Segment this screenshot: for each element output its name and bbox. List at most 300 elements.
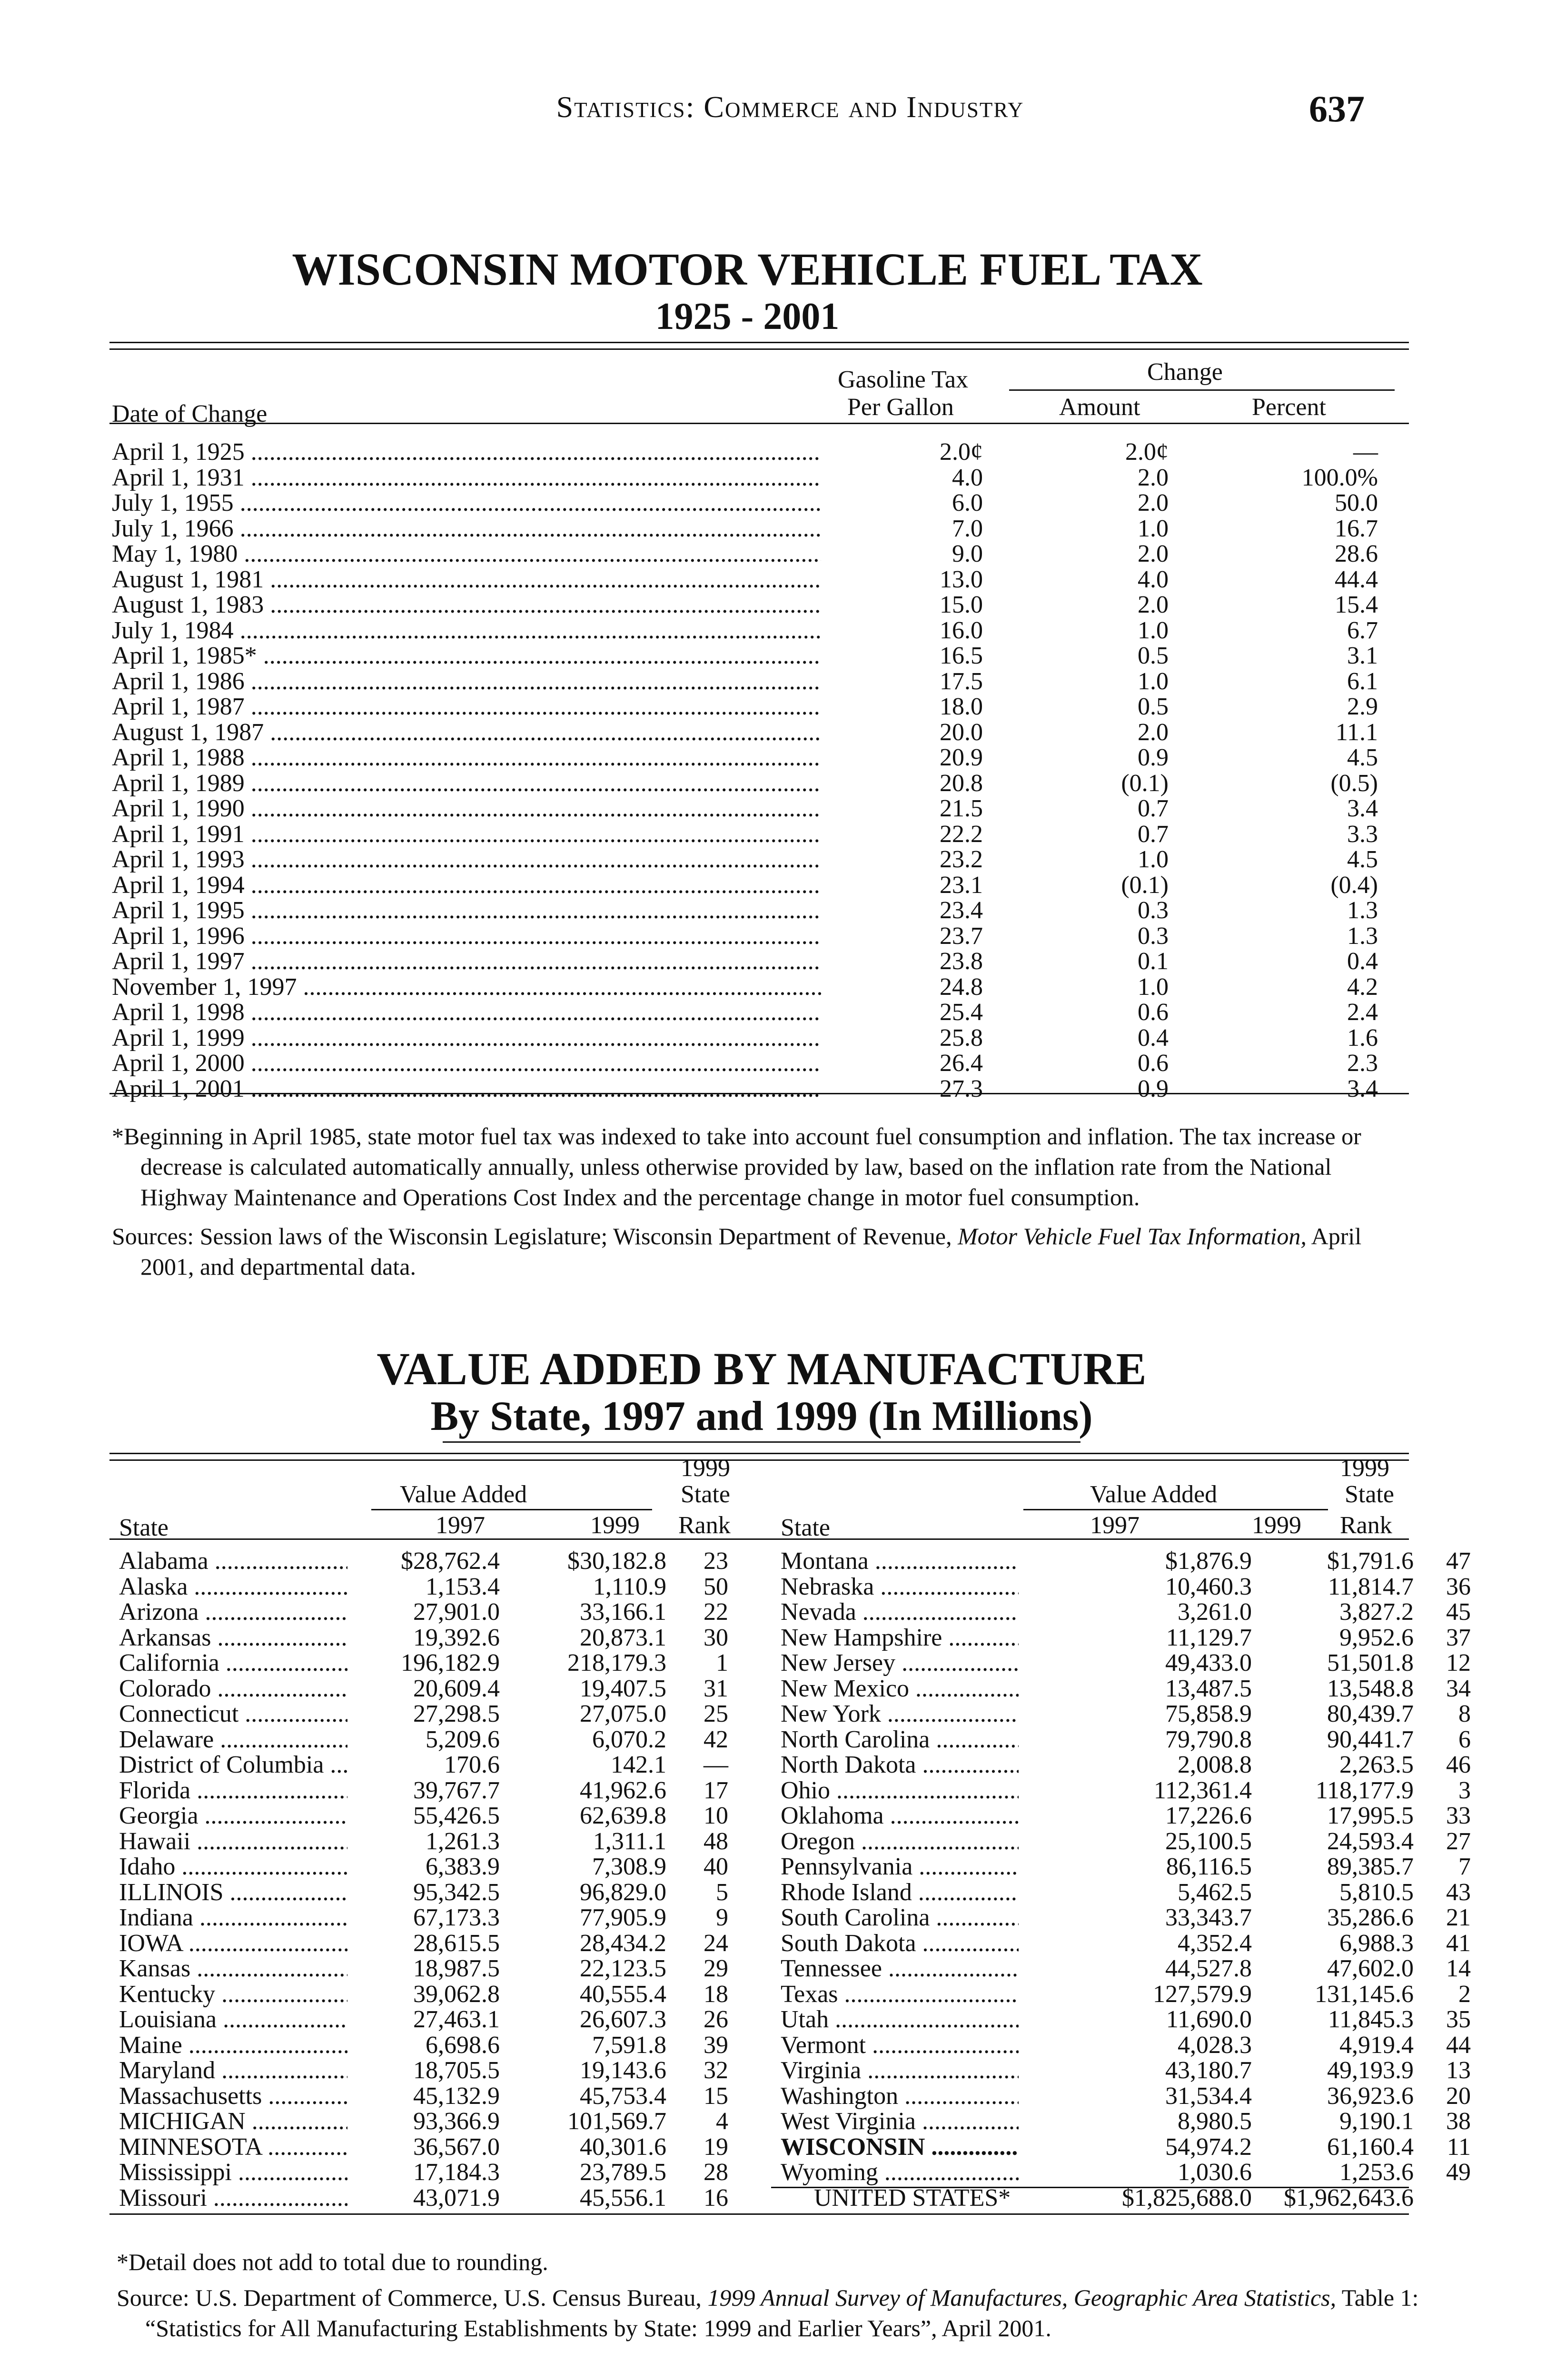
fuel-row-amount: 1.0 [1138, 973, 1169, 1001]
fuel-tax-row [112, 591, 1407, 616]
fuel-row-tax: 23.4 [940, 897, 983, 924]
va-state-name: Oklahoma ..... [781, 1802, 1019, 1830]
va-state-name: Ohio ..... [781, 1776, 1019, 1805]
va-rank: 42 [704, 1726, 728, 1753]
va-right-row [781, 1904, 1471, 1931]
va-source-suffix: Table 1: “Statistics for All Manufacturing Establishments by State: 1999 and Earlier Years”, April 2001. [145, 2284, 1419, 2341]
va-rank: 6 [1458, 1726, 1471, 1753]
fuel-row-tax: 16.0 [940, 617, 983, 644]
fuel-row-percent: 3.4 [1347, 795, 1378, 822]
va-rank: 9 [716, 1904, 728, 1931]
va-value-1999: 6,988.3 [1339, 1930, 1414, 1957]
va-state-name: South Dakota ..... [781, 1929, 1019, 1957]
va-rank: 12 [1446, 1649, 1471, 1676]
fuel-row-percent: (0.5) [1330, 770, 1378, 797]
va-left-col-state: State [119, 1514, 168, 1541]
fuel-tax-row [112, 718, 1407, 744]
va-value-1999: 35,286.6 [1327, 1904, 1414, 1931]
fuel-row-tax: 20.0 [940, 719, 983, 746]
va-value-1997: 20,609.4 [413, 1675, 500, 1702]
fuel-row-amount: 1.0 [1138, 846, 1169, 873]
value-added-title: VALUE ADDED BY MANUFACTURE [377, 1343, 1147, 1394]
va-rank: 49 [1446, 2159, 1471, 2186]
va-rank: 3 [1458, 1777, 1471, 1804]
va-rank: 19 [704, 2133, 728, 2161]
fuel-tax-row [112, 565, 1407, 591]
fuel-tax-row [112, 540, 1407, 565]
va-state-name: Kansas ..... [119, 1954, 347, 1983]
va-right-rank-line3: Rank [1340, 1512, 1392, 1539]
fuel-tax-row [112, 693, 1407, 718]
va-left-row [119, 2082, 785, 2108]
fuel-tax-row [112, 871, 1407, 897]
va-right-row [781, 1827, 1471, 1855]
va-table-bottom-rule [109, 2213, 1409, 2215]
fuel-row-date: April 1, 1987 ..... [112, 693, 821, 721]
va-right-row [781, 1649, 1471, 1676]
fuel-row-amount: 0.3 [1138, 922, 1169, 950]
va-state-name: North Carolina ..... [781, 1726, 1019, 1754]
va-value-1999: 45,556.1 [580, 2184, 666, 2211]
va-state-name: Arkansas ..... [119, 1624, 347, 1652]
va-rank: 18 [704, 1981, 728, 2008]
va-rank: 28 [704, 2159, 728, 2186]
va-value-1997: 2,008.8 [1178, 1751, 1252, 1778]
fuel-row-percent: 28.6 [1335, 540, 1378, 567]
va-value-1997: 27,901.0 [413, 1598, 500, 1626]
va-state-name: North Dakota ..... [781, 1751, 1019, 1779]
fuel-row-percent: 11.1 [1335, 719, 1378, 746]
va-rank: 22 [704, 1598, 728, 1626]
fuel-row-date: July 1, 1966 ..... [112, 515, 821, 543]
va-value-1999: 4,919.4 [1339, 2032, 1414, 2059]
fuel-row-date: April 1, 1988 ..... [112, 744, 821, 772]
va-state-name: IOWA ..... [119, 1929, 347, 1957]
va-right-row [781, 2133, 1471, 2161]
va-state-name: New York ..... [781, 1700, 1019, 1728]
fuel-row-tax: 25.4 [940, 999, 983, 1026]
va-right-col-1997: 1997 [1090, 1512, 1140, 1539]
va-right-row [781, 2107, 1471, 2135]
va-rank: 40 [704, 1853, 728, 1880]
va-left-row [119, 2184, 785, 2210]
fuel-col-change: Change [1147, 358, 1223, 386]
va-state-name: Oregon ..... [781, 1827, 1019, 1855]
fuel-row-date: April 1, 1998 ..... [112, 998, 821, 1026]
fuel-row-amount: 0.4 [1138, 1024, 1169, 1051]
fuel-row-tax: 20.9 [940, 744, 983, 771]
fuel-footnote-text: *Beginning in April 1985, state motor fuel tax was indexed to take into account fuel consumption and inflation. The tax increase or decrease is calculated automatically annually, unless otherwise provided by law, based on the inflation rate from the National Highway Maintenance and Operations Cost Index and the percentage change in motor fuel consumption. [112, 1123, 1361, 1210]
va-left-row [119, 1827, 785, 1853]
fuel-tax-row [112, 438, 1407, 464]
va-value-1997: 17,184.3 [413, 2159, 500, 2186]
va-state-name: Washington ..... [781, 2082, 1019, 2110]
va-value-1997: 1,153.4 [426, 1573, 500, 1600]
va-value-1999: 47,602.0 [1327, 1955, 1414, 1982]
va-value-1997: 17,226.6 [1165, 1802, 1252, 1829]
fuel-row-tax: 26.4 [940, 1050, 983, 1077]
va-value-1997: 54,974.2 [1165, 2133, 1252, 2161]
va-right-col-state: State [781, 1514, 830, 1541]
fuel-row-percent: 3.3 [1347, 821, 1378, 848]
va-rank: 48 [704, 1828, 728, 1855]
fuel-col-tax-line1: Gasoline Tax [838, 366, 969, 393]
va-rank: 5 [716, 1879, 728, 1906]
va-left-rank-line1: 1999 [681, 1455, 730, 1482]
va-rank: 44 [1446, 2032, 1471, 2059]
va-rank: 15 [704, 2082, 728, 2110]
va-left-row [119, 1751, 785, 1776]
fuel-row-date: August 1, 1987 ..... [112, 718, 821, 746]
fuel-row-amount: 2.0 [1138, 719, 1169, 746]
fuel-row-percent: (0.4) [1330, 872, 1378, 899]
va-value-1997: 33,343.7 [1165, 1904, 1252, 1931]
va-rank: 24 [704, 1930, 728, 1957]
va-source [117, 2282, 1421, 2343]
va-value-1999: 41,962.6 [580, 1777, 666, 1804]
value-added-subtitle: By State, 1997 and 1999 (In Millions) [430, 1393, 1093, 1439]
va-state-name: Hawaii ..... [119, 1827, 347, 1855]
va-value-1999: 3,827.2 [1339, 1598, 1414, 1626]
fuel-row-percent: 4.5 [1347, 846, 1378, 873]
va-left-value-added: Value Added [400, 1481, 527, 1508]
fuel-tax-row [112, 1075, 1407, 1101]
va-value-1997: 6,698.6 [426, 2032, 500, 2059]
va-rank: 35 [1446, 2006, 1471, 2033]
va-rank: 50 [704, 1573, 728, 1600]
fuel-row-date: April 1, 1995 ..... [112, 896, 821, 924]
va-state-name: Idaho ..... [119, 1853, 347, 1881]
va-left-row [119, 1700, 785, 1726]
fuel-row-amount: 1.0 [1138, 617, 1169, 644]
va-value-1999: $1,962,643.6 [1284, 2184, 1414, 2211]
va-value-1999: 2,263.5 [1339, 1751, 1414, 1778]
va-value-1997: 1,030.6 [1178, 2159, 1252, 2186]
fuel-row-date: April 1, 1999 ..... [112, 1024, 821, 1052]
fuel-row-amount: 1.0 [1138, 515, 1169, 542]
fuel-row-date: April 1, 2000 ..... [112, 1049, 821, 1077]
va-right-row [781, 1573, 1471, 1600]
va-value-1999: 17,995.5 [1327, 1802, 1414, 1829]
va-value-1997: $1,876.9 [1165, 1547, 1252, 1575]
fuel-row-amount: 4.0 [1138, 566, 1169, 593]
va-rank: 37 [1446, 1624, 1471, 1651]
va-rank: 30 [704, 1624, 728, 1651]
fuel-sources-prefix: Sources: Session laws of the Wisconsin Legislature; Wisconsin Department of Revenue, [112, 1223, 958, 1250]
va-right-total-rule [771, 2187, 1409, 2188]
va-value-1999: 118,177.9 [1315, 1777, 1414, 1804]
va-value-1999: 61,160.4 [1327, 2133, 1414, 2161]
va-left-row [119, 1878, 785, 1904]
va-value-1999: 77,905.9 [580, 1904, 666, 1931]
va-value-1999: $30,182.8 [567, 1547, 666, 1575]
va-value-1999: 28,434.2 [580, 1930, 666, 1957]
va-value-1999: 23,789.5 [580, 2159, 666, 2186]
va-value-1999: 62,639.8 [580, 1802, 666, 1829]
va-rank: 13 [1446, 2057, 1471, 2084]
va-right-row [781, 1802, 1471, 1829]
va-rank: 45 [1446, 1598, 1471, 1626]
va-state-name: Tennessee ..... [781, 1954, 1019, 1983]
fuel-row-percent: 100.0% [1301, 464, 1378, 491]
va-value-1997: 18,705.5 [413, 2057, 500, 2084]
va-right-rank-line2: State [1345, 1481, 1394, 1508]
fuel-row-date: April 1, 1990 ..... [112, 794, 821, 823]
va-value-1997: 3,261.0 [1178, 1598, 1252, 1626]
va-value-1997: 170.6 [444, 1751, 500, 1778]
va-value-1997: 93,366.9 [413, 2108, 500, 2135]
page-number: 637 [1309, 88, 1365, 129]
fuel-row-date: April 1, 1925 ..... [112, 438, 821, 466]
va-state-name: West Virginia ..... [781, 2107, 1019, 2135]
fuel-row-date: April 1, 1931 ..... [112, 464, 821, 492]
va-right-row [781, 1547, 1471, 1575]
va-right-row [781, 2082, 1471, 2110]
va-left-row [119, 1649, 785, 1675]
fuel-table-top-rule [109, 342, 1409, 343]
va-right-row [781, 1878, 1471, 1906]
fuel-row-date: April 1, 1985* ..... [112, 642, 821, 670]
va-left-row [119, 1776, 785, 1802]
fuel-row-date: April 1, 2001 ..... [112, 1075, 821, 1103]
va-right-row [781, 2005, 1471, 2033]
va-right-rank-line1: 1999 [1340, 1455, 1389, 1482]
fuel-tax-row [112, 642, 1407, 667]
va-state-name: Montana ..... [781, 1547, 1019, 1575]
va-value-1999: 7,308.9 [592, 1853, 666, 1880]
va-right-row [781, 1675, 1471, 1702]
va-value-1999: 11,814.7 [1328, 1573, 1414, 1600]
fuel-sources-suffix: April 2001, and departmental data. [140, 1223, 1362, 1280]
va-value-1997: 45,132.9 [413, 2082, 500, 2110]
va-left-row [119, 2031, 785, 2057]
va-value-1999: 131,145.6 [1315, 1981, 1414, 2008]
va-left-row [119, 1547, 785, 1573]
va-rank: 36 [1446, 1573, 1471, 1600]
va-value-1997: 39,062.8 [413, 1981, 500, 2008]
va-state-name: MICHIGAN ..... [119, 2107, 347, 2135]
va-value-1999: 7,591.8 [592, 2032, 666, 2059]
va-state-name: Nebraska ..... [781, 1573, 1019, 1601]
fuel-row-date: April 1, 1986 ..... [112, 667, 821, 695]
va-rank: 39 [704, 2032, 728, 2059]
va-rank: 38 [1446, 2108, 1471, 2135]
va-left-rank-line3: Rank [678, 1512, 731, 1539]
fuel-row-amount: 0.9 [1138, 744, 1169, 771]
va-value-1997: 27,463.1 [413, 2006, 500, 2033]
fuel-tax-row [112, 515, 1407, 540]
va-value-1999: 19,143.6 [580, 2057, 666, 2084]
va-rank: 20 [1446, 2082, 1471, 2110]
va-value-1997: 11,129.7 [1166, 1624, 1252, 1651]
va-right-row [781, 1726, 1471, 1753]
va-right-row [781, 2056, 1471, 2084]
va-value-1999: 9,952.6 [1339, 1624, 1414, 1651]
fuel-tax-row [112, 1024, 1407, 1050]
fuel-row-date: April 1, 1996 ..... [112, 922, 821, 950]
running-title: Statistics: Commerce and Industry [556, 90, 1024, 124]
va-state-name: MINNESOTA ..... [119, 2133, 347, 2161]
fuel-row-percent: 44.4 [1335, 566, 1378, 593]
va-rank: 1 [716, 1649, 728, 1676]
fuel-tax-row [112, 947, 1407, 973]
va-right-row [781, 1624, 1471, 1651]
va-rank: 27 [1446, 1828, 1471, 1855]
fuel-tax-row [112, 820, 1407, 846]
fuel-row-amount: 0.5 [1138, 693, 1169, 720]
fuel-row-tax: 18.0 [940, 693, 983, 720]
va-value-1999: 89,385.7 [1327, 1853, 1414, 1880]
fuel-row-amount: 2.0 [1138, 540, 1169, 567]
fuel-row-tax: 17.5 [940, 668, 983, 695]
fuel-row-date: July 1, 1955 ..... [112, 489, 821, 517]
fuel-row-amount: 0.6 [1138, 999, 1169, 1026]
va-right-row [781, 1929, 1471, 1957]
va-right-row [781, 2158, 1471, 2186]
va-value-1997: 43,071.9 [413, 2184, 500, 2211]
va-rank: 2 [1458, 1981, 1471, 2008]
fuel-tax-row [112, 794, 1407, 820]
va-value-1999: 1,253.6 [1339, 2159, 1414, 2186]
fuel-row-percent: 4.5 [1347, 744, 1378, 771]
va-right-row [781, 1776, 1471, 1804]
va-value-1999: 49,193.9 [1327, 2057, 1414, 2084]
va-value-1997: 55,426.5 [413, 1802, 500, 1829]
va-value-1999: 11,845.3 [1328, 2006, 1414, 2033]
fuel-tax-row [112, 998, 1407, 1024]
fuel-row-amount: (0.1) [1121, 872, 1169, 899]
va-table-top-rule [109, 1453, 1409, 1454]
fuel-row-percent: 1.3 [1347, 897, 1378, 924]
va-value-1999: 27,075.0 [580, 1700, 666, 1727]
fuel-row-tax: 6.0 [952, 489, 983, 516]
va-rank: 46 [1446, 1751, 1471, 1778]
va-left-row [119, 1598, 785, 1624]
va-left-row [119, 1853, 785, 1878]
va-rank: 47 [1446, 1547, 1471, 1575]
va-rank: 41 [1446, 1930, 1471, 1957]
fuel-row-tax: 16.5 [940, 642, 983, 669]
va-right-row [781, 1598, 1471, 1626]
va-state-name: New Hampshire ..... [781, 1624, 1019, 1652]
fuel-row-date: April 1, 1991 ..... [112, 820, 821, 848]
va-rank: 8 [1458, 1700, 1471, 1727]
va-state-name: Massachusetts ..... [119, 2082, 347, 2110]
va-left-row [119, 2056, 785, 2082]
va-state-name: California ..... [119, 1649, 347, 1677]
fuel-col-percent: Percent [1252, 394, 1326, 421]
va-state-name: Indiana ..... [119, 1904, 347, 1932]
va-state-name: Texas ..... [781, 1980, 1019, 2008]
fuel-row-tax: 20.8 [940, 770, 983, 797]
va-rank: 4 [716, 2108, 728, 2135]
fuel-tax-sources [112, 1221, 1416, 1282]
fuel-row-percent: 1.6 [1347, 1024, 1378, 1051]
fuel-row-date: July 1, 1984 ..... [112, 616, 821, 645]
va-value-1999: 19,407.5 [580, 1675, 666, 1702]
va-value-1997: 1,261.3 [426, 1828, 500, 1855]
fuel-row-amount: (0.1) [1121, 770, 1169, 797]
va-right-value-rule [1023, 1509, 1328, 1510]
va-left-rank-line2: State [681, 1481, 730, 1508]
fuel-row-amount: 0.5 [1138, 642, 1169, 669]
va-left-row [119, 2005, 785, 2031]
va-state-name: Colorado ..... [119, 1675, 347, 1703]
fuel-row-date: August 1, 1981 ..... [112, 565, 821, 594]
fuel-row-percent: 15.4 [1335, 591, 1378, 618]
va-value-1997: 8,980.5 [1178, 2108, 1252, 2135]
fuel-row-percent: 2.9 [1347, 693, 1378, 720]
va-rank: 34 [1446, 1675, 1471, 1702]
va-state-name: Rhode Island ..... [781, 1878, 1019, 1906]
va-rank: 21 [1446, 1904, 1471, 1931]
va-value-1997: 18,987.5 [413, 1955, 500, 1982]
va-rank: 29 [704, 1955, 728, 1982]
va-state-name: District of Columbia ..... [119, 1751, 347, 1779]
va-value-1999: 1,110.9 [593, 1573, 666, 1600]
va-value-1997: 75,858.9 [1165, 1700, 1252, 1727]
va-value-1997: 67,173.3 [413, 1904, 500, 1931]
fuel-tax-row [112, 973, 1407, 999]
va-state-name: Delaware ..... [119, 1726, 347, 1754]
fuel-tax-row [112, 769, 1407, 795]
fuel-row-tax: 27.3 [940, 1075, 983, 1102]
fuel-tax-row [112, 845, 1407, 871]
fuel-row-percent: 0.4 [1347, 948, 1378, 975]
va-state-name: ILLINOIS ..... [119, 1878, 347, 1906]
va-state-name: New Jersey ..... [781, 1649, 1019, 1677]
va-state-name: Nevada ..... [781, 1598, 1019, 1626]
va-value-1997: 79,790.8 [1165, 1726, 1252, 1753]
fuel-row-amount: 0.7 [1138, 821, 1169, 848]
va-rank: 11 [1447, 2133, 1471, 2161]
va-value-1997: 112,361.4 [1153, 1777, 1252, 1804]
va-value-1999: 142.1 [611, 1751, 666, 1778]
va-value-1997: 49,433.0 [1165, 1649, 1252, 1676]
fuel-row-tax: 2.0¢ [940, 438, 983, 466]
fuel-tax-footnote [112, 1121, 1416, 1212]
va-value-1999: 33,166.1 [580, 1598, 666, 1626]
va-state-name: Maine ..... [119, 2031, 347, 2059]
fuel-row-tax: 25.8 [940, 1024, 983, 1051]
fuel-header-rule [109, 423, 1409, 424]
va-state-name: Missouri ..... [119, 2184, 347, 2212]
va-value-1997: 10,460.3 [1165, 1573, 1252, 1600]
fuel-row-amount: 0.9 [1138, 1075, 1169, 1102]
va-value-1997: 31,534.4 [1165, 2082, 1252, 2110]
va-value-1999: 45,753.4 [580, 2082, 666, 2110]
fuel-tax-row [112, 489, 1407, 515]
va-footnote-text: *Detail does not add to total due to rounding. [117, 2249, 548, 2275]
va-value-1997: 44,527.8 [1165, 1955, 1252, 1982]
fuel-row-date: April 1, 1989 ..... [112, 769, 821, 797]
va-value-1999: 9,190.1 [1339, 2108, 1414, 2135]
va-value-1997: 86,116.5 [1166, 1853, 1252, 1880]
fuel-row-amount: 2.0 [1138, 591, 1169, 618]
va-left-row [119, 1675, 785, 1700]
fuel-row-tax: 7.0 [952, 515, 983, 542]
va-right-row [781, 1751, 1471, 1778]
va-rank: 14 [1446, 1955, 1471, 1982]
va-state-name: Georgia ..... [119, 1802, 347, 1830]
fuel-row-amount: 0.7 [1138, 795, 1169, 822]
va-left-row [119, 2158, 785, 2184]
fuel-row-percent: — [1353, 438, 1378, 466]
va-source-prefix: Source: U.S. Department of Commerce, U.S. Census Bureau, [117, 2284, 708, 2311]
va-source-title: 1999 Annual Survey of Manufactures, Geographic Area Statistics, [707, 2284, 1337, 2311]
fuel-tax-title: WISCONSIN MOTOR VEHICLE FUEL TAX [292, 244, 1203, 295]
va-value-1999: 90,441.7 [1327, 1726, 1414, 1753]
